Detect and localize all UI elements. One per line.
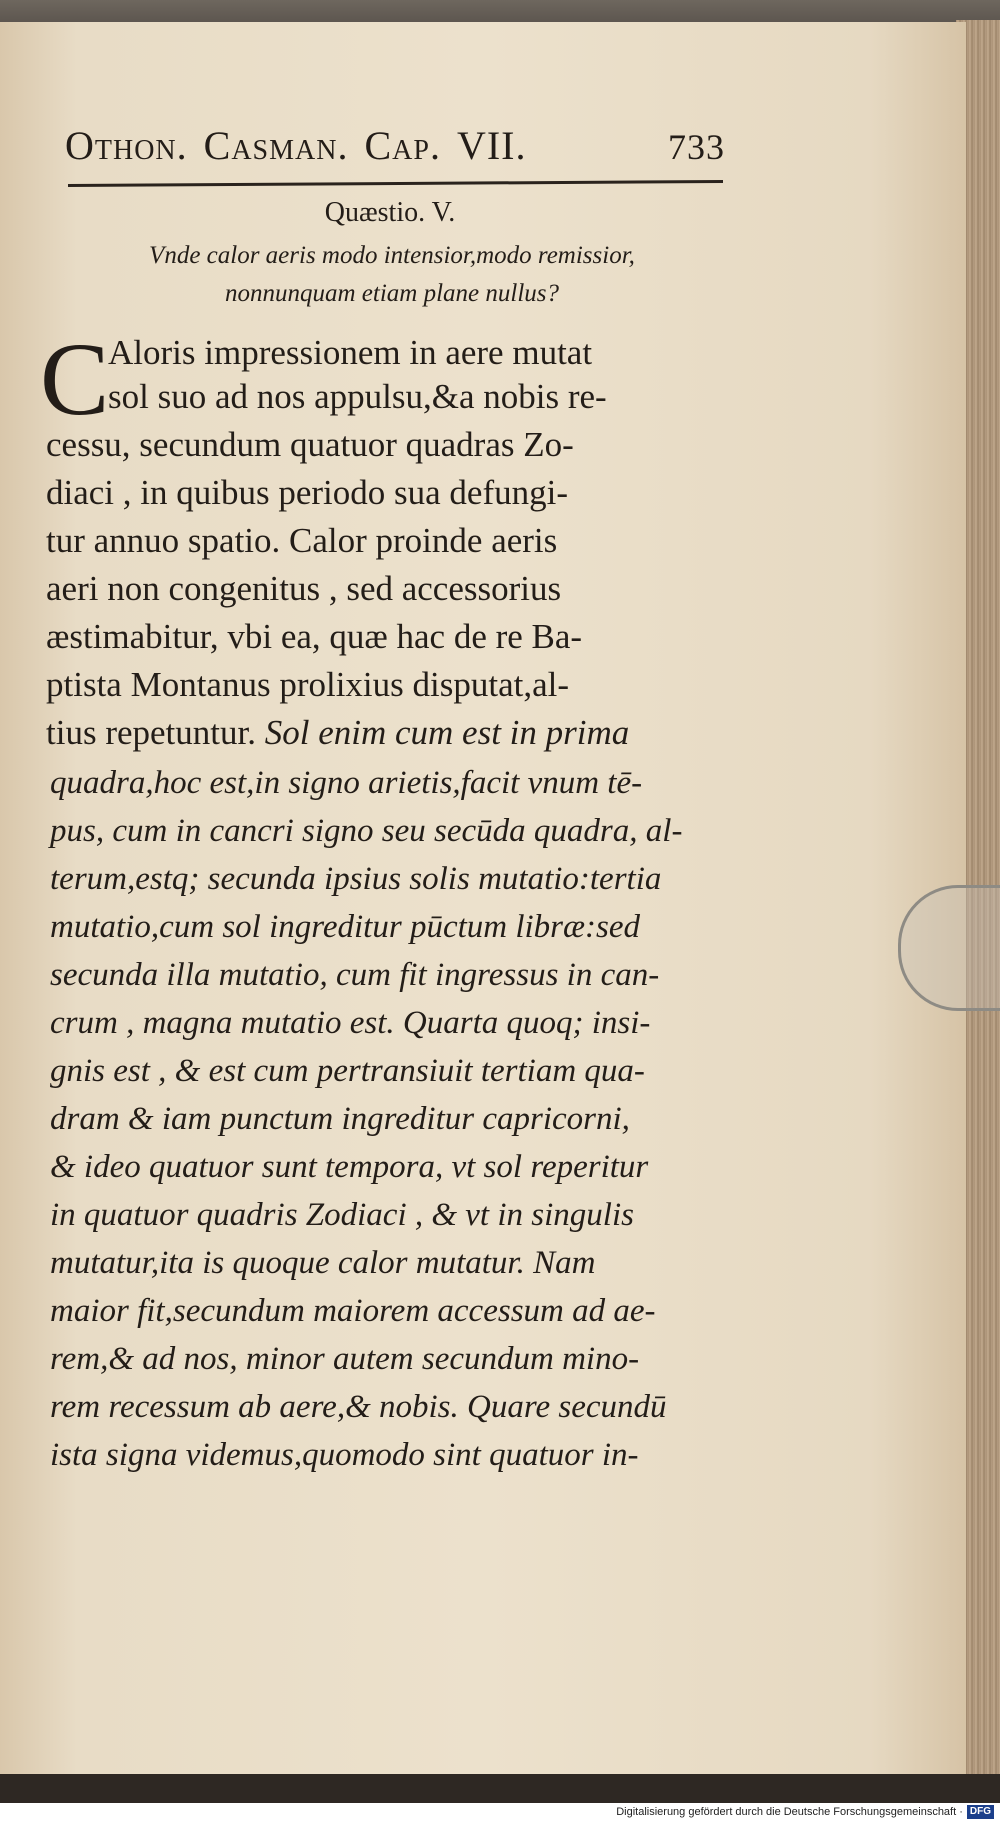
body-line: secunda illa mutatio, cum fit ingressus in can-: [50, 957, 660, 993]
body-line: mutatio,cum sol ingreditur pūctum libræ:sed: [50, 909, 641, 945]
body-line: sol suo ad nos appulsu,&a nobis re-: [108, 377, 607, 416]
body-line: pus, cum in cancri signo seu secūda quadra, al-: [50, 813, 683, 849]
body-line: ista signa videmus,quomodo sint quatuor in-: [50, 1437, 639, 1473]
body-line: & ideo quatuor sunt tempora, vt sol reperitur: [50, 1149, 649, 1185]
body-line: aeri non congenitus , sed accessorius: [46, 569, 562, 608]
body-line: tur annuo spatio. Calor proinde aeris: [46, 521, 558, 560]
body-line: maior fit,secundum maiorem accessum ad ae-: [50, 1293, 656, 1329]
body-line: quadra,hoc est,in signo arietis,facit vnum tē-: [50, 765, 643, 801]
header-chapter-number: VII.: [456, 123, 527, 168]
scan-bottom-shadow: [0, 1774, 1000, 1803]
body-line: mutatur,ita is quoque calor mutatur. Nam: [50, 1245, 596, 1281]
page-number: 733: [668, 127, 725, 167]
drop-cap: C: [40, 322, 110, 437]
body-line: gnis est , & est cum pertransiuit tertiam qua-: [50, 1053, 645, 1089]
body-line: rem,& ad nos, minor autem secundum mino-: [50, 1341, 640, 1377]
page-clip: [898, 885, 1000, 1011]
body-line: diaci , in quibus periodo sua defungi-: [46, 473, 568, 512]
body-line: rem recessum ab aere,& nobis. Quare secundū: [50, 1389, 667, 1425]
header-chapter: Cap.: [364, 123, 441, 168]
body-line: terum,estq; secunda ipsius solis mutatio:tertia: [50, 861, 662, 897]
question-subtitle-line-2: nonnunquam etiam plane nullus?: [224, 280, 559, 307]
body-line: cessu, secundum quatuor quadras Zo-: [46, 425, 574, 464]
body-line: Aloris impressionem in aere mutat: [108, 333, 593, 372]
body-line: dram & iam punctum ingreditur capricorni,: [50, 1101, 630, 1137]
footer-credit: Digitalisierung gefördert durch die Deutsche Forschungsgemeinschaft ·: [616, 1806, 963, 1818]
digitization-footer: [0, 1803, 1000, 1821]
running-header: [65, 122, 725, 169]
body-line: ptista Montanus prolixius disputat,al-: [46, 665, 570, 704]
question-subtitle-line-1: Vnde calor aeris modo intensior,modo remissior,: [149, 242, 635, 269]
question-title: Quæstio. V.: [324, 197, 456, 228]
header-author-surname: Casman.: [203, 123, 349, 168]
dfg-logo: DFG: [967, 1805, 994, 1819]
question-subtitle: [52, 237, 732, 313]
body-line: crum , magna mutatio est. Quarta quoq; insi-: [50, 1005, 651, 1041]
body-line: tius repetuntur. Sol enim cum est in prima: [46, 713, 630, 752]
header-author: Othon.: [65, 123, 188, 168]
body-line: in quatuor quadris Zodiaci , & vt in singulis: [50, 1197, 634, 1233]
body-line: æstimabitur, vbi ea, quæ hac de re Ba-: [46, 617, 583, 656]
